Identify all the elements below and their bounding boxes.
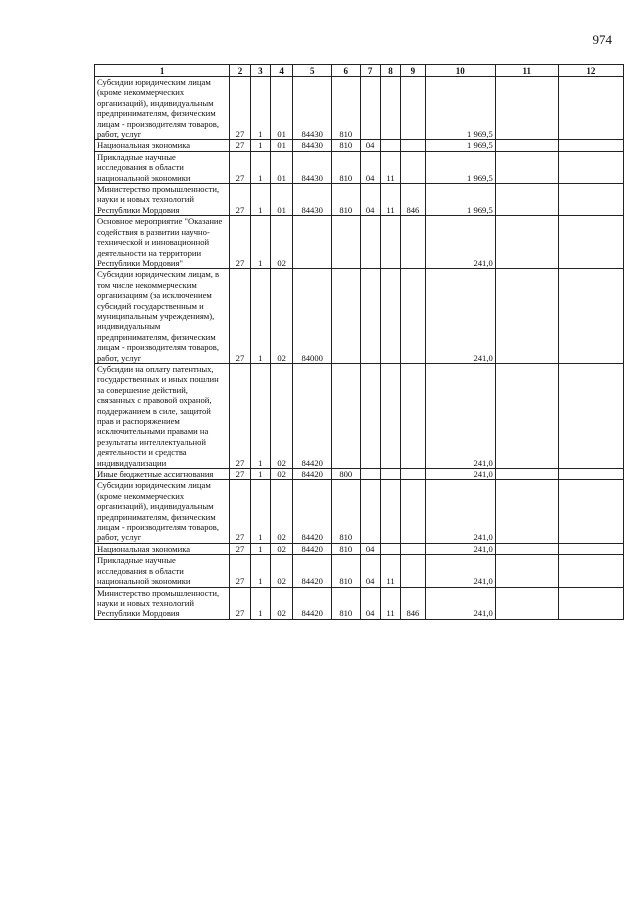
column-header-12: 12 — [558, 65, 623, 77]
row-name: Прикладные научные исследования в области национальной экономики — [95, 151, 230, 183]
cell-c2: 27 — [230, 469, 250, 480]
cell-c4: 02 — [270, 543, 292, 554]
table-row — [95, 480, 624, 543]
column-header-2: 2 — [230, 65, 250, 77]
row-name: Министерство промышленности, науки и новых технологий Республики Мордовия — [95, 587, 230, 619]
cell-c10: 241,0 — [425, 269, 495, 364]
cell-c2: 27 — [230, 480, 250, 543]
table-row — [95, 469, 624, 480]
cell-c9 — [401, 269, 425, 364]
cell-c11 — [495, 151, 558, 183]
cell-c3: 1 — [250, 543, 270, 554]
cell-c2: 27 — [230, 151, 250, 183]
cell-c12 — [558, 184, 623, 216]
cell-c10: 1 969,5 — [425, 151, 495, 183]
cell-c4: 01 — [270, 151, 292, 183]
cell-c8 — [380, 469, 400, 480]
cell-c3: 1 — [250, 151, 270, 183]
row-name: Субсидии юридическим лицам, в том числе некоммерческим организациям (за исключением субсидий государственным и муниципальным учреждениям), индивидуальным предпринимателям, физическим лицам - производителям товаров, работ, услуг — [95, 269, 230, 364]
cell-c7: 04 — [360, 184, 380, 216]
cell-c3: 1 — [250, 269, 270, 364]
cell-c4: 02 — [270, 469, 292, 480]
cell-c11 — [495, 184, 558, 216]
cell-c8: 11 — [380, 184, 400, 216]
cell-c7 — [360, 480, 380, 543]
cell-c8 — [380, 363, 400, 468]
column-header-9: 9 — [401, 65, 425, 77]
row-name: Основное мероприятие "Оказание содействия в развитии научно-технической и инновационной деятельности на территории Республики Мордовия" — [95, 216, 230, 269]
cell-c8: 11 — [380, 587, 400, 619]
cell-c9 — [401, 363, 425, 468]
cell-c7: 04 — [360, 555, 380, 587]
cell-c2: 27 — [230, 587, 250, 619]
cell-c8 — [380, 77, 400, 140]
cell-c11 — [495, 140, 558, 151]
cell-c12 — [558, 269, 623, 364]
cell-c5: 84420 — [293, 469, 332, 480]
cell-c3: 1 — [250, 469, 270, 480]
cell-c8 — [380, 140, 400, 151]
cell-c10: 241,0 — [425, 587, 495, 619]
cell-c9 — [401, 77, 425, 140]
cell-c4: 02 — [270, 555, 292, 587]
cell-c6 — [332, 363, 360, 468]
cell-c5: 84430 — [293, 77, 332, 140]
cell-c11 — [495, 555, 558, 587]
cell-c4: 02 — [270, 269, 292, 364]
cell-c12 — [558, 587, 623, 619]
cell-c10: 1 969,5 — [425, 184, 495, 216]
cell-c2: 27 — [230, 140, 250, 151]
table-row — [95, 543, 624, 554]
cell-c6: 810 — [332, 77, 360, 140]
cell-c7: 04 — [360, 543, 380, 554]
cell-c7: 04 — [360, 151, 380, 183]
cell-c9 — [401, 216, 425, 269]
cell-c5: 84420 — [293, 543, 332, 554]
row-name: Субсидии на оплату патентных, государственных и иных пошлин за совершение действий, связанных с правовой охраной, поддержанием в силе, защитой прав и распоряжением исключительными правами на результаты интеллектуальной деятельности и средства индивидуализации — [95, 363, 230, 468]
cell-c7 — [360, 216, 380, 269]
cell-c2: 27 — [230, 77, 250, 140]
cell-c11 — [495, 480, 558, 543]
cell-c12 — [558, 543, 623, 554]
cell-c4: 02 — [270, 480, 292, 543]
cell-c4: 02 — [270, 587, 292, 619]
cell-c7: 04 — [360, 140, 380, 151]
cell-c12 — [558, 77, 623, 140]
cell-c5: 84430 — [293, 140, 332, 151]
cell-c8 — [380, 543, 400, 554]
cell-c3: 1 — [250, 480, 270, 543]
cell-c6: 810 — [332, 587, 360, 619]
cell-c10: 241,0 — [425, 480, 495, 543]
cell-c9 — [401, 140, 425, 151]
table-row — [95, 184, 624, 216]
cell-c6: 810 — [332, 151, 360, 183]
column-header-10: 10 — [425, 65, 495, 77]
cell-c6: 810 — [332, 555, 360, 587]
cell-c4: 01 — [270, 77, 292, 140]
cell-c7 — [360, 77, 380, 140]
cell-c3: 1 — [250, 555, 270, 587]
header-row — [95, 65, 624, 77]
cell-c11 — [495, 269, 558, 364]
cell-c9 — [401, 555, 425, 587]
column-header-11: 11 — [495, 65, 558, 77]
table-row — [95, 77, 624, 140]
cell-c7 — [360, 269, 380, 364]
cell-c9 — [401, 543, 425, 554]
column-header-4: 4 — [270, 65, 292, 77]
cell-c8 — [380, 269, 400, 364]
cell-c5: 84000 — [293, 269, 332, 364]
cell-c5: 84420 — [293, 587, 332, 619]
cell-c12 — [558, 555, 623, 587]
cell-c7: 04 — [360, 587, 380, 619]
budget-table — [94, 64, 624, 620]
cell-c8: 11 — [380, 151, 400, 183]
cell-c11 — [495, 77, 558, 140]
cell-c6: 810 — [332, 543, 360, 554]
column-header-7: 7 — [360, 65, 380, 77]
row-name: Национальная экономика — [95, 140, 230, 151]
cell-c3: 1 — [250, 184, 270, 216]
row-name: Министерство промышленности, науки и новых технологий Республики Мордовия — [95, 184, 230, 216]
cell-c5: 84430 — [293, 151, 332, 183]
table-row — [95, 363, 624, 468]
cell-c10: 241,0 — [425, 469, 495, 480]
cell-c2: 27 — [230, 363, 250, 468]
table-row — [95, 140, 624, 151]
cell-c12 — [558, 363, 623, 468]
column-header-8: 8 — [380, 65, 400, 77]
cell-c3: 1 — [250, 140, 270, 151]
cell-c10: 241,0 — [425, 216, 495, 269]
cell-c4: 01 — [270, 140, 292, 151]
row-name: Субсидии юридическим лицам (кроме некоммерческих организаций), индивидуальным предпринимателям, физическим лицам - производителям товаров, работ, услуг — [95, 480, 230, 543]
cell-c9: 846 — [401, 184, 425, 216]
cell-c11 — [495, 543, 558, 554]
table-row — [95, 587, 624, 619]
column-header-1: 1 — [95, 65, 230, 77]
cell-c6: 810 — [332, 140, 360, 151]
cell-c4: 02 — [270, 363, 292, 468]
cell-c7 — [360, 363, 380, 468]
cell-c3: 1 — [250, 587, 270, 619]
table-body — [95, 77, 624, 620]
cell-c3: 1 — [250, 216, 270, 269]
cell-c6 — [332, 269, 360, 364]
table-row — [95, 151, 624, 183]
column-header-5: 5 — [293, 65, 332, 77]
cell-c6: 810 — [332, 184, 360, 216]
cell-c10: 1 969,5 — [425, 77, 495, 140]
cell-c10: 241,0 — [425, 543, 495, 554]
row-name: Субсидии юридическим лицам (кроме некоммерческих организаций), индивидуальным предпринимателям, физическим лицам - производителям товаров, работ, услуг — [95, 77, 230, 140]
cell-c12 — [558, 140, 623, 151]
cell-c2: 27 — [230, 216, 250, 269]
cell-c12 — [558, 469, 623, 480]
cell-c12 — [558, 216, 623, 269]
row-name: Иные бюджетные ассигнования — [95, 469, 230, 480]
cell-c3: 1 — [250, 77, 270, 140]
cell-c4: 01 — [270, 184, 292, 216]
cell-c9 — [401, 480, 425, 543]
cell-c2: 27 — [230, 543, 250, 554]
cell-c8: 11 — [380, 555, 400, 587]
table-row — [95, 269, 624, 364]
cell-c6 — [332, 216, 360, 269]
table-row — [95, 555, 624, 587]
cell-c10: 241,0 — [425, 555, 495, 587]
cell-c5: 84420 — [293, 555, 332, 587]
cell-c9: 846 — [401, 587, 425, 619]
cell-c9 — [401, 469, 425, 480]
cell-c2: 27 — [230, 184, 250, 216]
cell-c11 — [495, 216, 558, 269]
cell-c6: 810 — [332, 480, 360, 543]
cell-c12 — [558, 480, 623, 543]
cell-c5: 84420 — [293, 480, 332, 543]
cell-c4: 02 — [270, 216, 292, 269]
page-number: 974 — [592, 32, 612, 47]
column-header-6: 6 — [332, 65, 360, 77]
cell-c2: 27 — [230, 555, 250, 587]
column-header-3: 3 — [250, 65, 270, 77]
cell-c8 — [380, 480, 400, 543]
cell-c6: 800 — [332, 469, 360, 480]
cell-c10: 1 969,5 — [425, 140, 495, 151]
cell-c8 — [380, 216, 400, 269]
cell-c10: 241,0 — [425, 363, 495, 468]
cell-c9 — [401, 151, 425, 183]
cell-c5 — [293, 216, 332, 269]
cell-c2: 27 — [230, 269, 250, 364]
cell-c5: 84430 — [293, 184, 332, 216]
cell-c12 — [558, 151, 623, 183]
cell-c7 — [360, 469, 380, 480]
table-row — [95, 216, 624, 269]
cell-c3: 1 — [250, 363, 270, 468]
cell-c11 — [495, 587, 558, 619]
cell-c5: 84420 — [293, 363, 332, 468]
row-name: Прикладные научные исследования в области национальной экономики — [95, 555, 230, 587]
cell-c11 — [495, 469, 558, 480]
row-name: Национальная экономика — [95, 543, 230, 554]
cell-c11 — [495, 363, 558, 468]
